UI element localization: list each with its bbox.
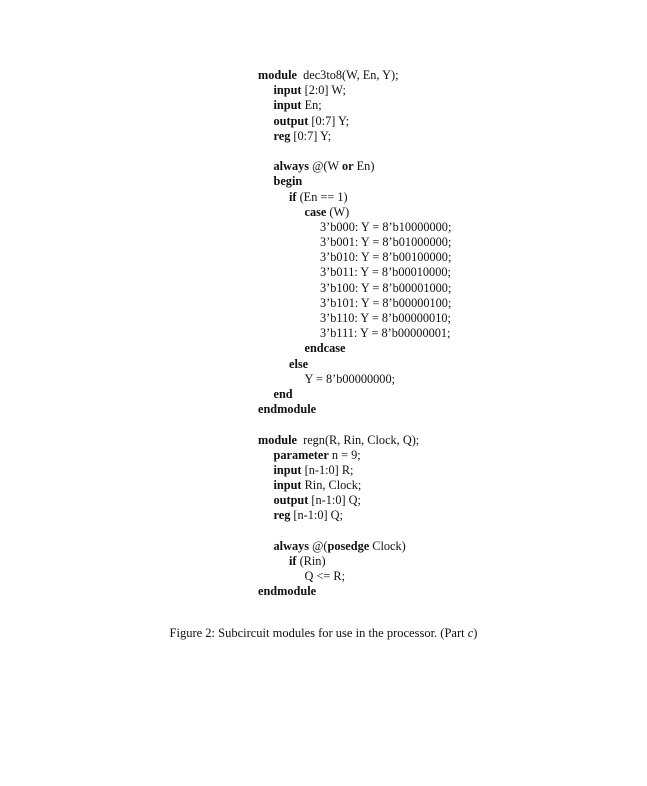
code-line xyxy=(258,296,451,311)
code-keyword: module xyxy=(258,68,297,82)
code-line xyxy=(258,387,451,402)
code-line xyxy=(258,220,451,235)
code-text: Y = 8’b00000000; xyxy=(304,371,396,386)
code-keyword: endmodule xyxy=(258,584,317,599)
code-line xyxy=(258,569,451,584)
code-keyword: input xyxy=(273,478,302,493)
code-line xyxy=(258,98,451,113)
code-line xyxy=(258,159,451,174)
code-line xyxy=(258,326,451,341)
code-text: Rin, Clock; xyxy=(301,478,362,493)
code-line xyxy=(258,205,451,220)
code-text: 3’b100: Y = 8’b00001000; xyxy=(320,280,452,295)
code-line xyxy=(258,493,451,508)
code-text: [2:0] W; xyxy=(301,83,346,98)
code-line xyxy=(258,281,451,296)
code-line xyxy=(258,402,451,417)
code-text: 3’b010: Y = 8’b00100000; xyxy=(320,250,452,265)
code-text: [n-1:0] Q; xyxy=(290,508,343,523)
code-keyword: or xyxy=(341,159,354,174)
code-line xyxy=(258,463,451,478)
code-line xyxy=(258,539,451,554)
code-text: (W) xyxy=(326,204,350,219)
code-keyword: input xyxy=(273,462,302,477)
code-text: regn(R, Rin, Clock, Q); xyxy=(296,432,420,447)
code-line xyxy=(258,448,451,463)
code-keyword: output xyxy=(273,113,309,128)
code-keyword: if xyxy=(289,554,297,568)
code-keyword: begin xyxy=(273,174,303,189)
code-keyword: else xyxy=(289,356,309,371)
code-text: En; xyxy=(301,98,322,113)
code-keyword: endcase xyxy=(304,341,346,356)
code-keyword: posedge xyxy=(327,538,370,553)
code-line xyxy=(258,524,451,539)
code-line xyxy=(258,584,451,599)
code-keyword: parameter xyxy=(273,447,329,462)
code-line xyxy=(258,478,451,493)
code-text: 3’b001: Y = 8’b01000000; xyxy=(320,235,452,250)
code-text: (En == 1) xyxy=(296,189,348,204)
code-line xyxy=(258,265,451,280)
code-line xyxy=(258,68,451,83)
code-line xyxy=(258,114,451,129)
code-line xyxy=(258,235,451,250)
code-line xyxy=(258,372,451,387)
code-line xyxy=(258,554,451,569)
code-line xyxy=(258,341,451,356)
code-keyword: case xyxy=(304,204,327,219)
code-line xyxy=(258,311,451,326)
code-keyword: endmodule xyxy=(258,402,317,417)
code-text: (Rin) xyxy=(296,554,326,568)
code-line xyxy=(258,433,451,448)
code-keyword: module xyxy=(258,432,297,447)
code-text: [n-1:0] R; xyxy=(301,462,354,477)
code-text: @(W xyxy=(309,159,342,174)
caption-part: c xyxy=(467,626,474,640)
code-keyword: output xyxy=(273,493,309,508)
code-text: En) xyxy=(353,159,375,174)
code-line xyxy=(258,357,451,372)
code-line xyxy=(258,417,451,432)
code-keyword: reg xyxy=(273,128,291,143)
code-text: [n-1:0] Q; xyxy=(308,493,361,508)
code-keyword: always xyxy=(273,538,310,553)
code-line xyxy=(258,190,451,205)
code-text: 3’b101: Y = 8’b00000100; xyxy=(320,295,452,310)
code-line xyxy=(258,129,451,144)
caption-suffix: ) xyxy=(473,626,478,640)
code-text: Clock) xyxy=(369,538,406,553)
code-line xyxy=(258,83,451,98)
code-text: Q <= R; xyxy=(304,569,346,584)
figure-caption xyxy=(0,626,647,641)
caption-prefix: Figure 2: Subcircuit modules for use in the processor. (Part xyxy=(169,626,468,640)
code-text: n = 9; xyxy=(328,447,361,462)
code-line xyxy=(258,250,451,265)
code-keyword: reg xyxy=(273,508,291,523)
code-text: dec3to8(W, En, Y); xyxy=(296,68,399,82)
code-keyword: end xyxy=(273,386,293,401)
code-line xyxy=(258,144,451,159)
code-text: 3’b110: Y = 8’b00000010; xyxy=(320,311,451,325)
code-keyword: input xyxy=(273,83,302,98)
verilog-code-listing xyxy=(258,68,451,600)
code-keyword: if xyxy=(289,189,297,204)
code-text: [0:7] Y; xyxy=(290,128,332,143)
code-text: 3’b000: Y = 8’b10000000; xyxy=(320,219,452,234)
code-line xyxy=(258,174,451,189)
code-text: 3’b111: Y = 8’b00000001; xyxy=(320,326,451,341)
code-text: [0:7] Y; xyxy=(308,113,350,128)
code-text: 3’b011: Y = 8’b00010000; xyxy=(320,265,451,280)
code-text: @( xyxy=(309,538,328,553)
code-keyword: input xyxy=(273,98,302,113)
code-keyword: always xyxy=(273,159,310,174)
code-line xyxy=(258,508,451,523)
